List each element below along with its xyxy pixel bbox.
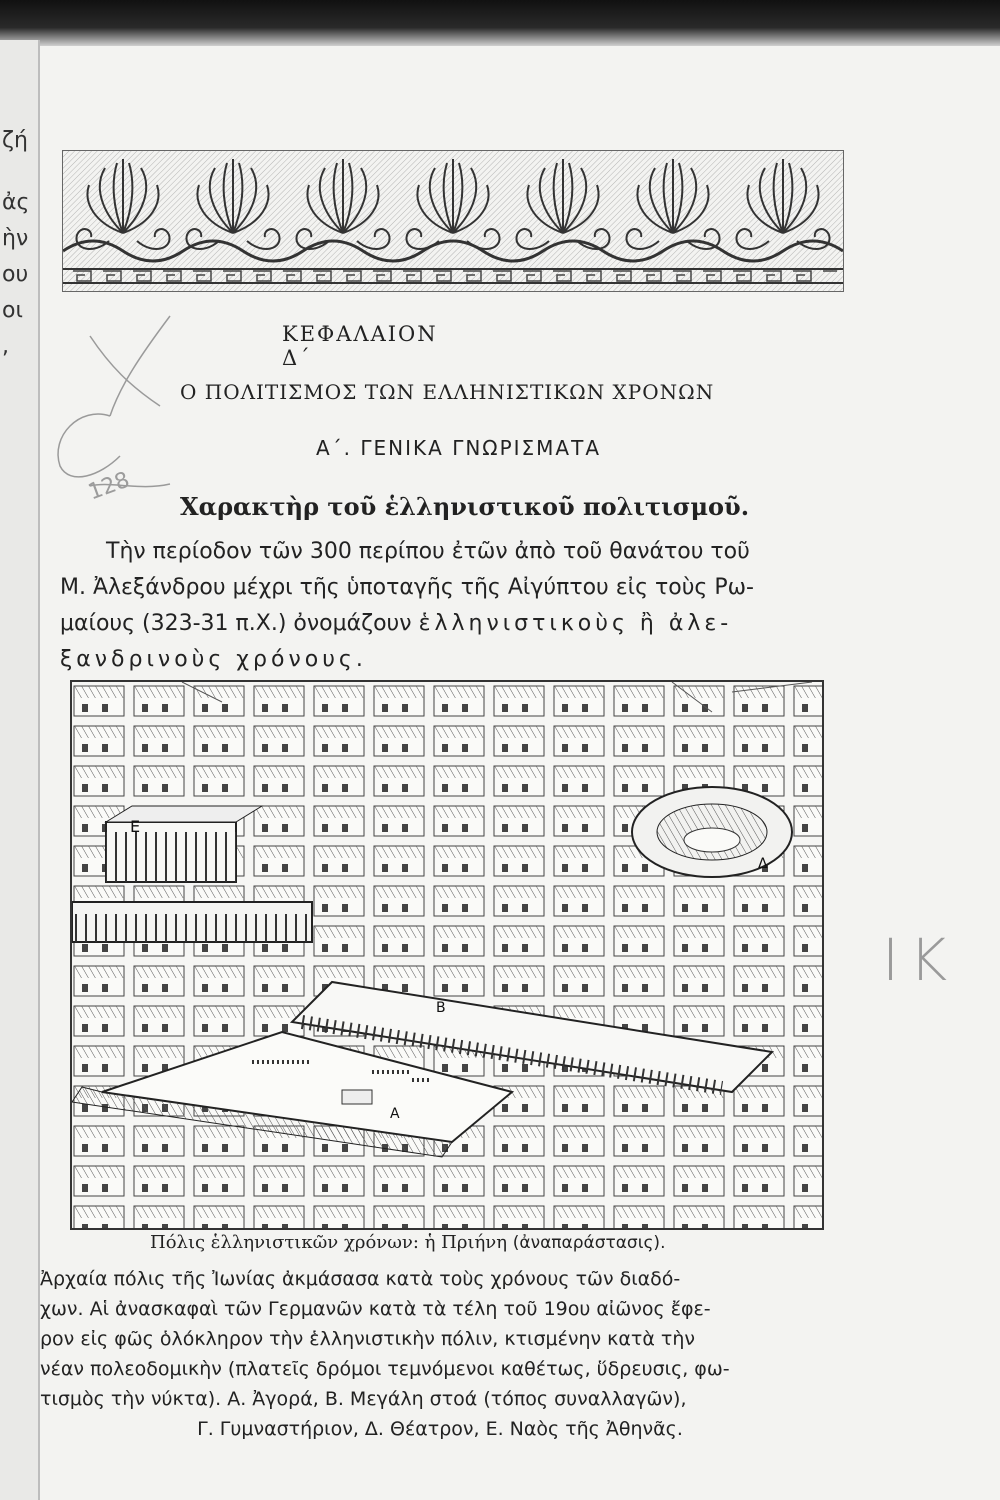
emphasized-term: ἑλληνιστικοὺς ἢ ἀλε- (418, 611, 733, 636)
section-title: Χαρακτὴρ τοῦ ἑλληνιστικοῦ πολιτισμοῦ. (180, 492, 750, 521)
left-page-fragment: οι (2, 298, 23, 323)
priene-illustration (70, 680, 824, 1230)
caption-line: νέαν πολεοδομικὴν (πλατεῖς δρόμοι τεμνόμενοι καθέτως, ὕδρευσις, φω- (40, 1358, 730, 1380)
label-b: Β (436, 1000, 446, 1016)
left-page-fragment: , (2, 334, 9, 359)
paragraph-line: Μ. Ἀλεξάνδρου μέχρι τῆς ὑποταγῆς τῆς Αἰγύπτου εἰς τοὺς Ρω- (60, 575, 754, 600)
caption-line: Ἀρχαία πόλις τῆς Ἰωνίας ἀκμάσασα κατὰ τοὺς χρόνους τῶν διαδό- (40, 1268, 681, 1290)
caption-line: Γ. Γυμναστήριον, Δ. Θέατρον, Ε. Ναὸς τῆς Ἀθηνᾶς. (197, 1418, 683, 1440)
paragraph-text: μαίους (323-31 π.Χ.) ὀνομάζουν (60, 611, 419, 636)
top-binding-shadow (0, 0, 1000, 46)
left-page-edge (0, 40, 40, 1500)
paragraph-line: Τὴν περίοδον τῶν 300 περίπου ἐτῶν ἀπὸ τοῦ θανάτου τοῦ (106, 539, 750, 564)
label-a: Α (390, 1106, 400, 1122)
main-title: Ο ΠΟΛΙΤΙΣΜΟΣ ΤΩΝ ΕΛΛΗΝΙΣΤΙΚΩΝ ΧΡΟΝΩΝ (180, 380, 715, 404)
left-page-fragment: ὴν (2, 226, 29, 251)
book-page (40, 46, 1000, 1500)
label-d: Δ (758, 856, 768, 872)
label-e: Ε (130, 817, 141, 836)
caption-title-text: Πόλις ἑλληνιστικῶν χρόνων: ἡ Πριήνη (150, 1232, 507, 1253)
caption-title-note: (ἀναπαράστασις). (512, 1233, 666, 1253)
caption-line: τισμὸς τὴν νύκτα). Α. Ἀγορά, Β. Μεγάλη στοά (τόπος συναλλαγῶν), (40, 1388, 687, 1410)
paragraph-line (60, 606, 860, 642)
caption-line: ρον εἰς φῶς ὁλόκληρον τὴν ἑλληνιστικὴν πόλιν, κτισμένην κατὰ τὴν (40, 1328, 695, 1350)
pencil-margin-note: ΙΚ (882, 926, 958, 994)
caption-text (40, 1264, 840, 1444)
sub-title: Α΄. ΓΕΝΙΚΑ ΓΝΩΡΙΣΜΑΤΑ (316, 436, 602, 460)
left-page-fragment: ἀς (2, 190, 30, 215)
left-page-fragment: ζή (2, 128, 28, 153)
chapter-heading: ΚΕΦΑΛΑΙΟΝ Δ΄ (282, 322, 438, 370)
emphasized-term: ξανδρινοὺς χρόνους. (60, 647, 367, 672)
gymnasium-stoa (72, 902, 312, 942)
left-page-fragment: ου (2, 262, 29, 287)
theatre (632, 787, 792, 877)
pencil-note: 128 (84, 467, 134, 506)
city-drawing (72, 682, 822, 1228)
ornamental-frieze (62, 150, 844, 292)
caption-title (150, 1232, 665, 1253)
caption-line: χων. Αἱ ἀνασκαφαὶ τῶν Γερμανῶν κατὰ τὰ τέλη τοῦ 19ου αἰῶνος ἔφε- (40, 1298, 711, 1320)
intro-paragraph (60, 534, 860, 678)
